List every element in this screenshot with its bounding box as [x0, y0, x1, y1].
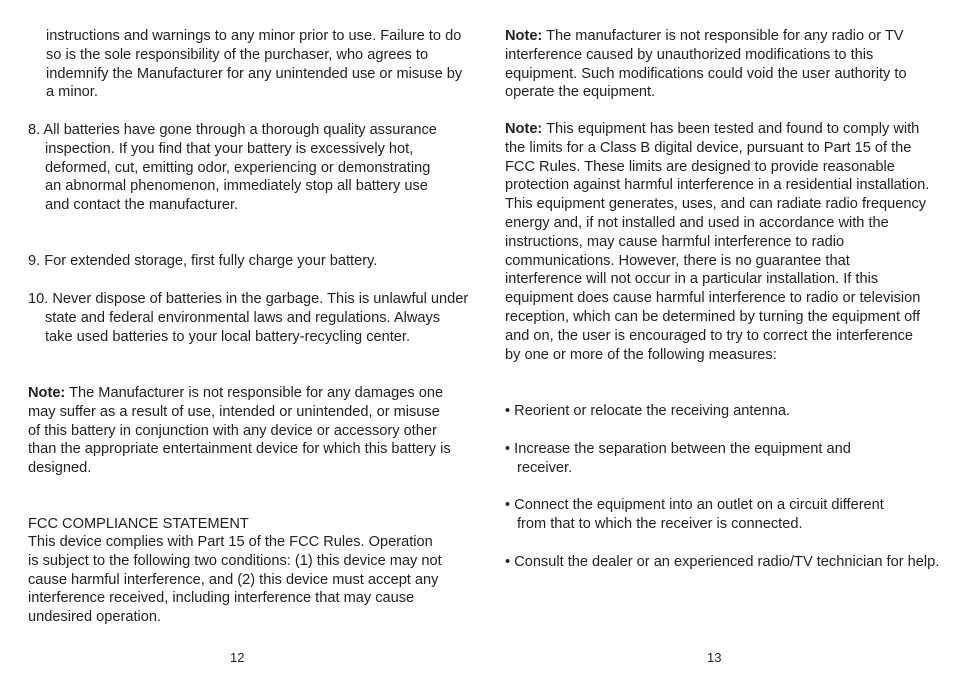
continuation-paragraph: instructions and warnings to any minor prior to use. Failure to do so is the sole responsibility of the purchaser, who agrees to indemnify the Manufacturer for any unintended use or misuse by a minor. — [46, 28, 463, 101]
note-text: This equipment has been tested and found to comply with the limits for a Class B digital device, pursuant to Part 15 of the FCC Rules. These limits are designed to provide reasonable protection against harmful interference in a residential installation. This equipment generates, uses, and can radiate radio frequency energy and, if not installed and used in accordance with the instructions, may cause harmful interference to radio communications. However, there is no guarantee that interference will not occur in a particular installation. If this equipment does cause harmful interference to radio or television reception, which can be determined by turning the equipment off and on, the user is encouraged to try to correct the interference by one or more of the following measures: — [505, 121, 930, 363]
fcc-statement: This device complies with Part 15 of the FCC Rules. Operation is subject to the following two conditions: (1) this device may not cause harmful interference, and (2) this device must accept any interference received, including interference that may cause undesired operation. — [28, 534, 442, 626]
page-number: 12 — [230, 650, 245, 665]
fcc-heading: FCC COMPLIANCE STATEMENT — [28, 516, 249, 532]
note-text: The manufacturer is not responsible for any radio or TV interference caused by unauthorized modifications to this equipment. Such modifications could void the user authority to operate the equipment. — [505, 28, 907, 101]
note-paragraph — [28, 384, 453, 478]
note-label: Note: — [28, 385, 66, 401]
right-page — [505, 0, 940, 674]
note-text: The Manufacturer is not responsible for any damages one may suffer as a result of use, intended or unintended, or misuse of this battery in conjunction with any device or accessory other than the appropriate entertainment device for which this battery is designed. — [28, 385, 451, 477]
note-label: Note: — [505, 28, 543, 44]
bullet-item: • Connect the equipment into an outlet on a circuit different from that to which the receiver is connected. — [505, 497, 884, 532]
bullet-item: • Reorient or relocate the receiving antenna. — [505, 403, 790, 419]
left-page — [28, 0, 469, 674]
bullet-item: • Increase the separation between the equipment and receiver. — [505, 441, 851, 476]
page-number: 13 — [707, 650, 722, 665]
note-paragraph-class-b — [505, 120, 930, 364]
bullet-item: • Consult the dealer or an experienced radio/TV technician for help. — [505, 554, 940, 570]
note-paragraph-radio — [505, 27, 923, 102]
list-item-10: 10. Never dispose of batteries in the garbage. This is unlawful under state and federal environmental laws and regulations. Always take used batteries to your local battery-recycling center. — [28, 291, 469, 345]
note-label: Note: — [505, 121, 543, 137]
list-item-9: 9. For extended storage, first fully charge your battery. — [28, 253, 378, 269]
list-item-8: 8. All batteries have gone through a thorough quality assurance inspection. If you find that your battery is excessively hot, deformed, cut, emitting odor, experiencing or demonstrating an abnormal phenomenon, immediately stop all battery use and contact the manufacturer. — [28, 122, 437, 214]
